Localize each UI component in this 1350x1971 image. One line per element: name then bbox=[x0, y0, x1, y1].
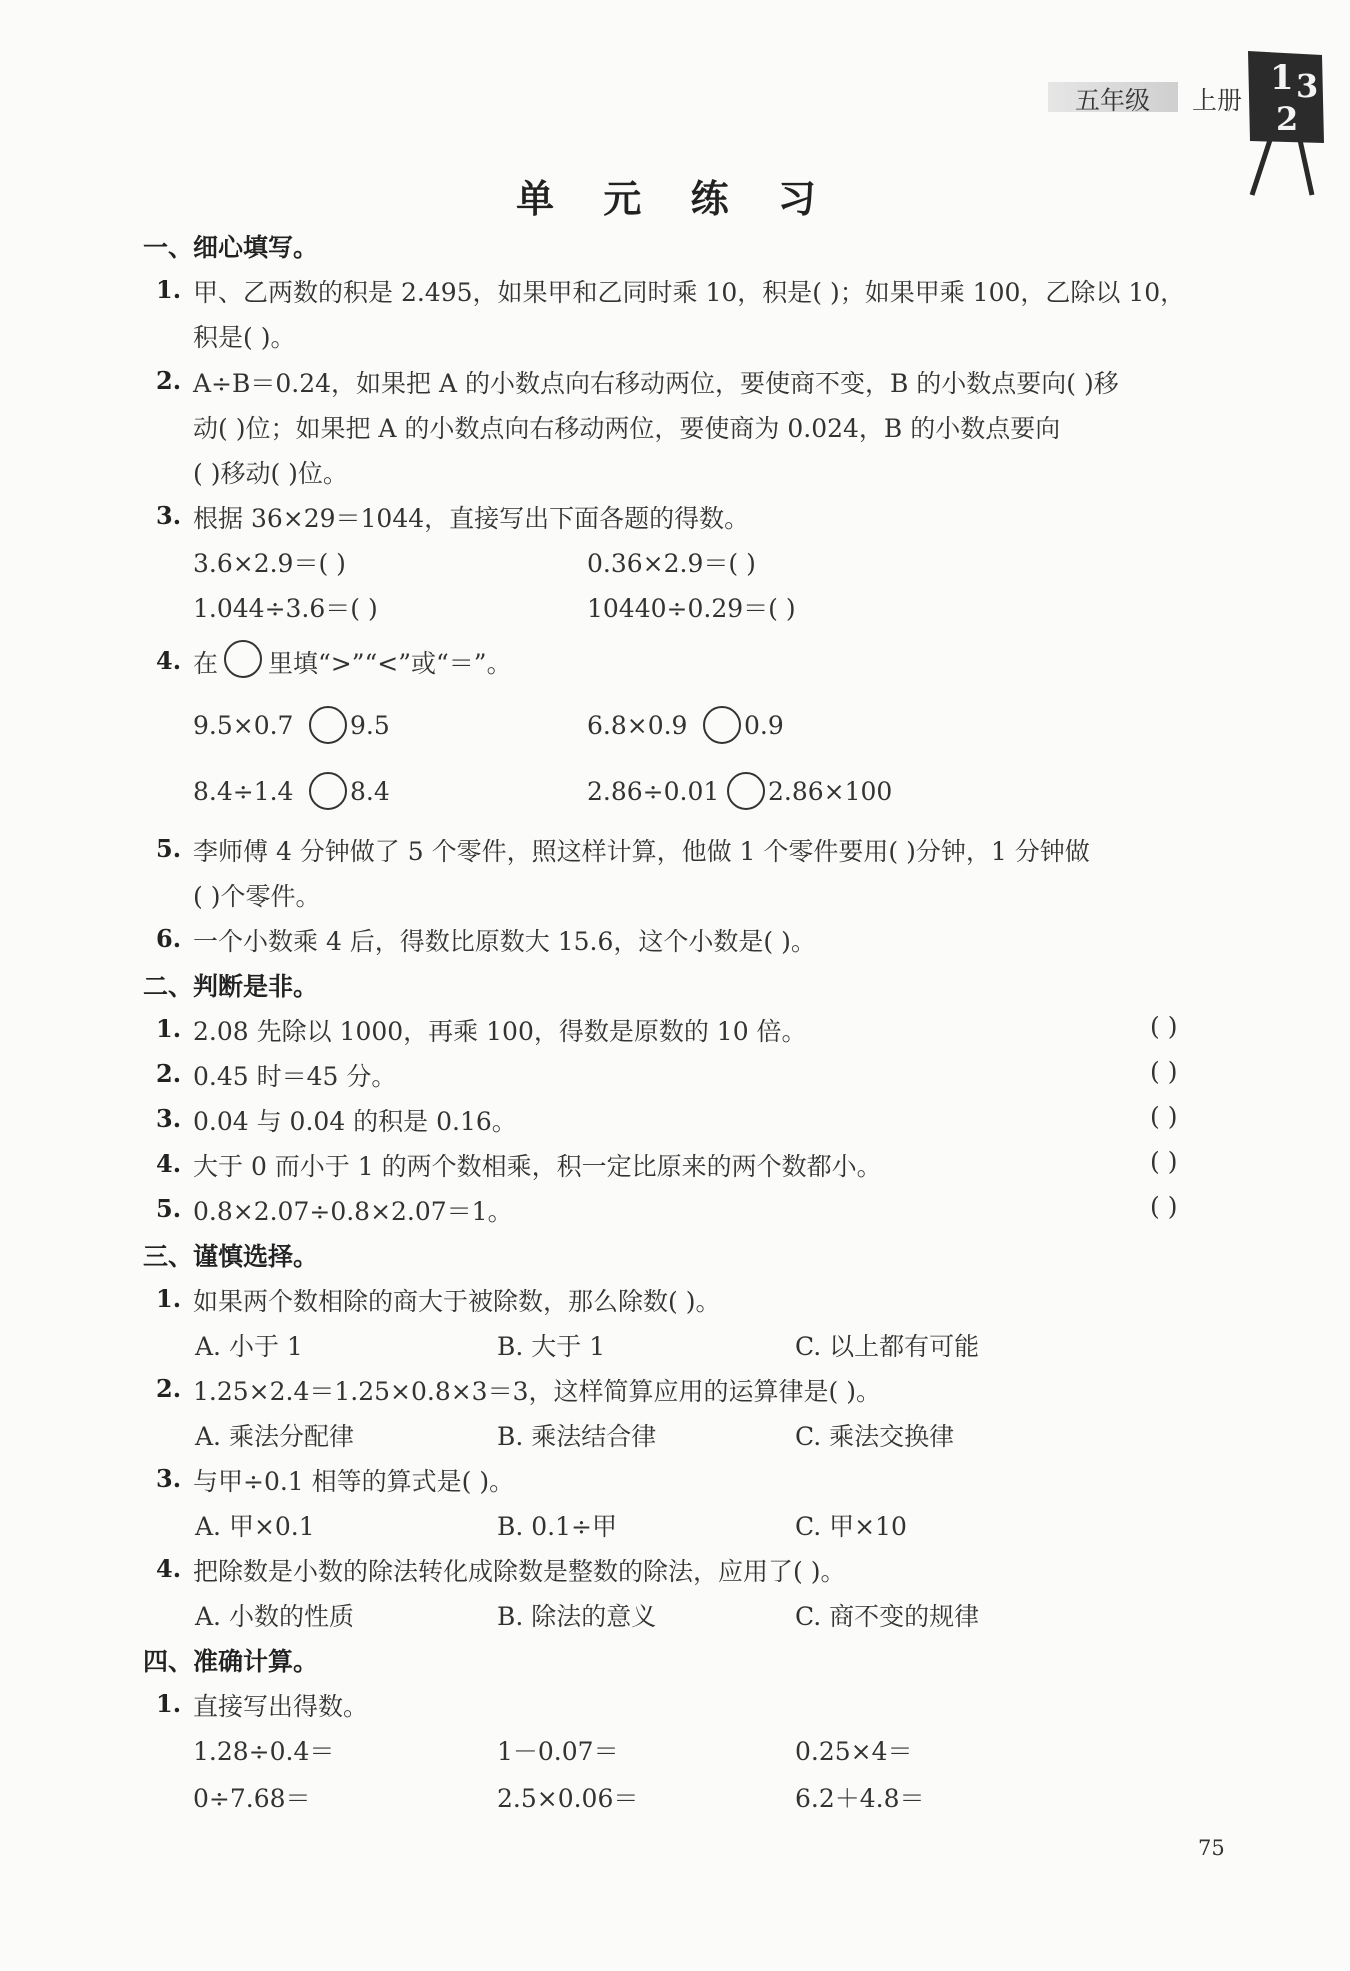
s3-item-2-option-c[interactable]: C. 乘法交换律 bbox=[795, 1422, 955, 1451]
compare-circle-d[interactable] bbox=[727, 772, 765, 810]
s2-item-1-text: 2.08 先除以 1000，再乘 100，得数是原数的 10 倍。 bbox=[193, 1017, 807, 1046]
s3-item-3-option-c[interactable]: C. 甲×10 bbox=[795, 1512, 907, 1541]
page-title: 单 元 练 习 bbox=[516, 177, 834, 221]
s3-item-4-text: 把除数是小数的除法转化成除数是整数的除法，应用了( )。 bbox=[193, 1557, 846, 1586]
compare-circle-c[interactable] bbox=[309, 772, 347, 810]
s3-item-1-option-c[interactable]: C. 以上都有可能 bbox=[795, 1332, 980, 1361]
s3-item-4-option-a[interactable]: A. 小数的性质 bbox=[195, 1602, 354, 1631]
s3-item-3-option-b[interactable]: B. 0.1÷甲 bbox=[497, 1512, 617, 1541]
s3-item-2-text: 1.25×2.4＝1.25×0.8×3＝3，这样简算应用的运算律是( )。 bbox=[193, 1377, 881, 1406]
s3-item-3-number: 3. bbox=[156, 1464, 182, 1493]
s4-q1-number: 1. bbox=[156, 1689, 182, 1718]
s2-item-3-text: 0.04 与 0.04 的积是 0.16。 bbox=[193, 1107, 517, 1136]
s1-q5-number: 5. bbox=[156, 834, 182, 863]
s2-item-5-number: 5. bbox=[156, 1194, 182, 1223]
s3-item-1-option-b[interactable]: B. 大于 1 bbox=[497, 1332, 606, 1361]
s1-q2-line1: A÷B＝0.24，如果把 A 的小数点向右移动两位，要使商不变，B 的小数点要向( )移 bbox=[193, 369, 1119, 398]
s2-item-2-number: 2. bbox=[156, 1059, 182, 1088]
s1-q4-d-right: 2.86×100 bbox=[768, 777, 893, 806]
s1-q3-item-a: 3.6×2.9＝( ) bbox=[193, 549, 346, 578]
s4-calc-5: 2.5×0.06＝ bbox=[497, 1784, 639, 1813]
s1-q3-item-d: 10440÷0.29＝( ) bbox=[587, 594, 796, 623]
s2-item-3-answer[interactable]: ( ) bbox=[1150, 1102, 1178, 1131]
s1-q4-c-left: 8.4÷1.4 bbox=[193, 777, 294, 806]
s3-item-1-number: 1. bbox=[156, 1284, 182, 1313]
s2-item-4-text: 大于 0 而小于 1 的两个数相乘，积一定比原来的两个数都小。 bbox=[193, 1152, 882, 1181]
s3-item-3-text: 与甲÷0.1 相等的算式是( )。 bbox=[193, 1467, 515, 1496]
s4-calc-1: 1.28÷0.4＝ bbox=[193, 1737, 335, 1766]
s1-q6-line1: 一个小数乘 4 后，得数比原数大 15.6，这个小数是( )。 bbox=[193, 927, 816, 956]
s1-q1-line1: 甲、乙两数的积是 2.495，如果甲和乙同时乘 10，积是( )；如果甲乘 100，乙除以 10， bbox=[193, 278, 1186, 307]
s1-q1-number: 1. bbox=[156, 275, 182, 304]
s2-item-2-answer[interactable]: ( ) bbox=[1150, 1057, 1178, 1086]
s1-q1-line2: 积是( )。 bbox=[193, 323, 296, 352]
section-2-heading: 二、判断是非。 bbox=[143, 972, 319, 1001]
s2-item-5-text: 0.8×2.07÷0.8×2.07＝1。 bbox=[193, 1197, 513, 1226]
s3-item-1-text: 如果两个数相除的商大于被除数，那么除数( )。 bbox=[193, 1287, 721, 1316]
page-number: 75 bbox=[1198, 1836, 1225, 1860]
compare-circle-b[interactable] bbox=[703, 706, 741, 744]
s3-item-4-option-b[interactable]: B. 除法的意义 bbox=[497, 1602, 657, 1631]
s1-q2-line3: ( )移动( )位。 bbox=[193, 459, 348, 488]
board-digit-3: 3 bbox=[1296, 67, 1319, 105]
volume-label: 上册 bbox=[1192, 86, 1243, 115]
s1-q4-a-right: 9.5 bbox=[350, 711, 390, 740]
s3-item-2-option-b[interactable]: B. 乘法结合律 bbox=[497, 1422, 657, 1451]
grade-label: 五年级 bbox=[1075, 86, 1151, 115]
s3-item-2-number: 2. bbox=[156, 1374, 182, 1403]
s2-item-2-text: 0.45 时＝45 分。 bbox=[193, 1062, 397, 1091]
section-4-heading: 四、准确计算。 bbox=[143, 1647, 319, 1676]
s1-q4-c-right: 8.4 bbox=[350, 777, 390, 806]
s3-item-4-option-c[interactable]: C. 商不变的规律 bbox=[795, 1602, 980, 1631]
s3-item-1-option-a[interactable]: A. 小于 1 bbox=[195, 1332, 303, 1361]
s4-calc-6: 6.2＋4.8＝ bbox=[795, 1784, 925, 1813]
board-digit-1: 1 bbox=[1270, 58, 1294, 98]
board-digit-2: 2 bbox=[1276, 100, 1299, 138]
s2-item-5-answer[interactable]: ( ) bbox=[1150, 1192, 1178, 1221]
s1-q4-b-right: 0.9 bbox=[744, 711, 784, 740]
s3-item-2-option-a[interactable]: A. 乘法分配律 bbox=[195, 1422, 354, 1451]
s1-q4-post: 里填“>”“<”或“＝”。 bbox=[268, 649, 512, 678]
s1-q2-line2: 动( )位；如果把 A 的小数点向右移动两位，要使商为 0.024，B 的小数点要向 bbox=[193, 414, 1061, 443]
s4-q1-text: 直接写出得数。 bbox=[193, 1692, 369, 1721]
s1-q2-number: 2. bbox=[156, 366, 182, 395]
s1-q3-number: 3. bbox=[156, 501, 182, 530]
s4-calc-2: 1－0.07＝ bbox=[497, 1737, 619, 1766]
s1-q4-a-left: 9.5×0.7 bbox=[193, 711, 294, 740]
section-3-heading: 三、谨慎选择。 bbox=[143, 1242, 319, 1271]
s1-q5-line2: ( )个零件。 bbox=[193, 882, 321, 911]
s2-item-3-number: 3. bbox=[156, 1104, 182, 1133]
s3-item-3-option-a[interactable]: A. 甲×0.1 bbox=[195, 1512, 315, 1541]
s2-item-4-number: 4. bbox=[156, 1149, 182, 1178]
s4-calc-3: 0.25×4＝ bbox=[795, 1737, 913, 1766]
s2-item-1-number: 1. bbox=[156, 1014, 182, 1043]
s1-q3-line1: 根据 36×29＝1044，直接写出下面各题的得数。 bbox=[193, 504, 750, 533]
s1-q4-number: 4. bbox=[156, 646, 182, 675]
s3-item-4-number: 4. bbox=[156, 1554, 182, 1583]
s1-q4-pre: 在 bbox=[193, 649, 219, 678]
s1-q4-b-left: 6.8×0.9 bbox=[587, 711, 688, 740]
s1-q3-item-c: 1.044÷3.6＝( ) bbox=[193, 594, 378, 623]
s1-q4-d-left: 2.86÷0.01 bbox=[587, 777, 720, 806]
s2-item-4-answer[interactable]: ( ) bbox=[1150, 1147, 1178, 1176]
s1-q3-item-b: 0.36×2.9＝( ) bbox=[587, 549, 756, 578]
s1-q6-number: 6. bbox=[156, 924, 182, 953]
compare-circle-sample bbox=[224, 640, 262, 678]
compare-circle-a[interactable] bbox=[309, 706, 347, 744]
section-1-heading: 一、细心填写。 bbox=[143, 233, 319, 262]
s2-item-1-answer[interactable]: ( ) bbox=[1150, 1012, 1178, 1041]
s4-calc-4: 0÷7.68＝ bbox=[193, 1784, 311, 1813]
s1-q5-line1: 李师傅 4 分钟做了 5 个零件，照这样计算，他做 1 个零件要用( )分钟，1 分钟做 bbox=[193, 837, 1090, 866]
